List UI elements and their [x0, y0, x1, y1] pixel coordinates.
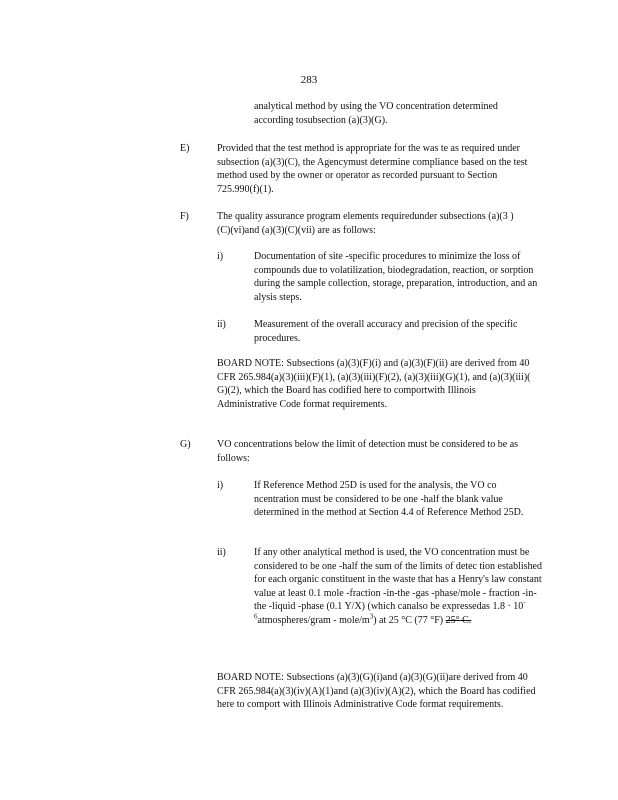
item-g-ii-struck-text: 25° C.	[445, 614, 472, 626]
item-g-text: VO concentrations below the limit of detection must be considered to be as follows:	[217, 439, 519, 464]
item-f-i-text: Documentation of site -specific procedures to minimize the loss of compounds due to volatilization, biodegradation, reaction, or sorption during the sample collection, storage, preparation, introduction, and an alysis steps.	[254, 251, 538, 303]
item-f-ii-text: Measurement of the overall accuracy and precision of the specific procedures.	[254, 319, 518, 344]
item-f-ii-label: ii)	[217, 319, 226, 330]
item-f-text: The quality assurance program elements requiredunder subsections (a)(3 )(C)(vi)and (a)(3)(C)(vii) are as follows:	[217, 211, 514, 236]
item-f-i-label: i)	[217, 251, 224, 262]
item-f-label: F)	[180, 211, 189, 222]
board-note-f: BOARD NOTE: Subsections (a)(3)(F)(i) and (a)(3)(F)(ii) are derived from 40 CFR 265.984(a)(3)(iii)(F)(1), (a)(3)(iii)(F)(2), (a)(3)(iii)(G)(1), and (a)(3)(iii)( G)(2), which the Board has codified here to comportwith Illinois Administrative Code format requirements.	[217, 358, 531, 410]
board-note-g: BOARD NOTE: Subsections (a)(3)(G)(i)and (a)(3)(G)(ii)are derived from 40 CFR 265.984(a)(3)(iv)(A)(1)and (a)(3)(iv)(A)(2), which the Board has codified here to comport with Illinois Administrative Code format requirements.	[217, 672, 536, 711]
item-g-i-text: If Reference Method 25D is used for the analysis, the VO co ncentration must be considered to be one -half the blank value determined in the method at Section 4.4 of Reference Method 25D.	[254, 480, 524, 519]
item-g-i-label: i)	[217, 480, 224, 491]
item-g-ii-text-c: ) at 25 °C (77 °F)	[373, 614, 444, 626]
item-g-ii-text-a: If any other analytical method is used, the VO concentration must be considered to be one -half the sum of the limits of detec tion established for each organic constituent in the waste that has a Henry's law constant value at least 0.1 mole -fraction -in-the -gas -phase/mole - fraction -in-the -liquid -phase (0.1 Y/X) (which canalso be expressedas 1.8 · 10	[254, 547, 542, 613]
page-number: 283	[300, 74, 318, 86]
item-e-label: E)	[180, 143, 190, 154]
item-g-ii-superscript-1: -6	[254, 599, 526, 621]
intro-paragraph: analytical method by using the VO concentration determined according tosubsection (a)(3)(G).	[254, 101, 498, 126]
item-g-label: G)	[180, 439, 191, 450]
item-g-ii-text-b: atmospheres/gram - mole/m	[257, 614, 370, 626]
item-e-text: Provided that the test method is appropriate for the was te as required under subsection (a)(3)(C), the Agencymust determine compliance based on the test method used by the owner or operator as recorded pursuant to Section 725.990(f)(1).	[217, 143, 528, 195]
item-g-ii-text	[254, 546, 542, 628]
item-g-ii-superscript-2: 3	[369, 612, 374, 621]
item-g-ii-label: ii)	[217, 547, 226, 558]
